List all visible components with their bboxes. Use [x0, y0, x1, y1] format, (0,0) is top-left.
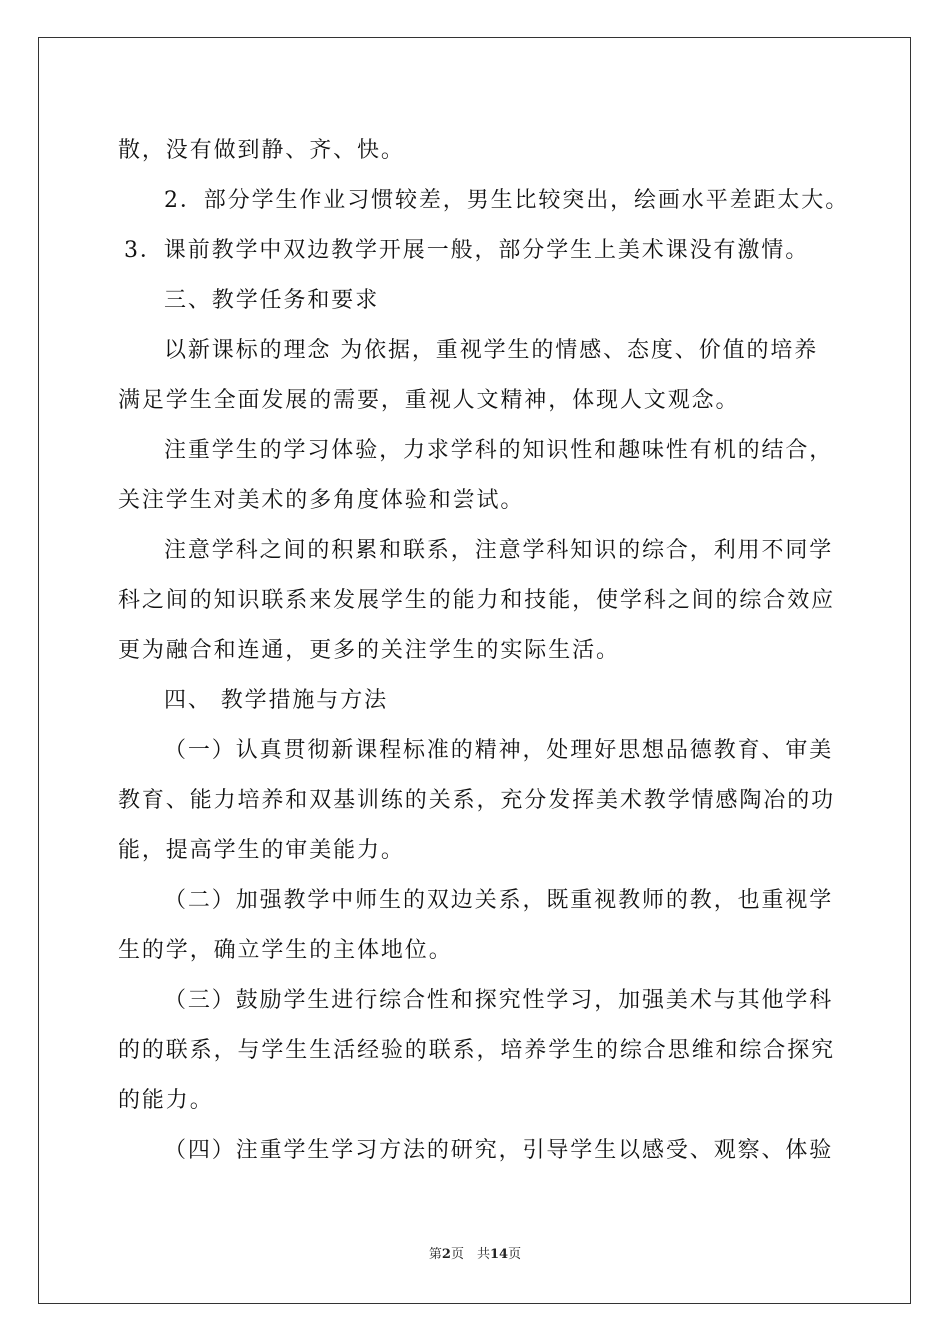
text-line: （三）鼓励学生进行综合性和探究性学习，加强美术与其他学科	[164, 988, 834, 1013]
text-line: 更为融合和连通，更多的关注学生的实际生活。	[118, 638, 620, 663]
text-line: 以新课标的理念 为依据，重视学生的情感、态度、价值的培养	[164, 338, 819, 363]
text-line: 的能力。	[118, 1088, 214, 1113]
text-line: 生的学，确立学生的主体地位。	[118, 938, 453, 963]
page-number-prefix: 第	[428, 1247, 442, 1262]
page-number-mid: 页 共	[450, 1247, 490, 1262]
page-number-current: 2	[441, 1247, 451, 1262]
page-number-total: 14	[489, 1247, 509, 1262]
text-line: 满足学生全面发展的需要，重视人文精神，体现人文观念。	[118, 388, 740, 413]
text-line: 关注学生对美术的多角度体验和尝试。	[118, 488, 525, 513]
page-number-suffix: 页	[508, 1247, 522, 1262]
text-line: 散，没有做到静、齐、快。	[118, 138, 405, 163]
section-heading: 四、 教学措施与方法	[164, 688, 388, 713]
page-footer	[0, 1246, 950, 1264]
text-line: 3．课前教学中双边教学开展一般，部分学生上美术课没有激情。	[124, 238, 810, 263]
section-heading: 三、教学任务和要求	[164, 288, 380, 313]
text-line: 科之间的知识联系来发展学生的能力和技能，使学科之间的综合效应	[118, 588, 836, 613]
text-line: 的的联系，与学生生活经验的联系，培养学生的综合思维和综合探究	[118, 1038, 836, 1063]
text-line: 注重学生的学习体验，力求学科的知识性和趣味性有机的结合，	[164, 438, 834, 463]
text-line: 2．部分学生作业习惯较差，男生比较突出，绘画水平差距太大。	[164, 188, 850, 213]
text-line: （四）注重学生学习方法的研究，引导学生以感受、观察、体验	[164, 1138, 834, 1163]
text-line: （一）认真贯彻新课程标准的精神，处理好思想品德教育、审美	[164, 738, 834, 763]
text-line: 能，提高学生的审美能力。	[118, 838, 405, 863]
text-line: 教育、能力培养和双基训练的关系，充分发挥美术教学情感陶冶的功	[118, 788, 836, 813]
text-line: （二）加强教学中师生的双边关系，既重视教师的教，也重视学	[164, 888, 834, 913]
text-line: 注意学科之间的积累和联系，注意学科知识的综合，利用不同学	[164, 538, 834, 563]
